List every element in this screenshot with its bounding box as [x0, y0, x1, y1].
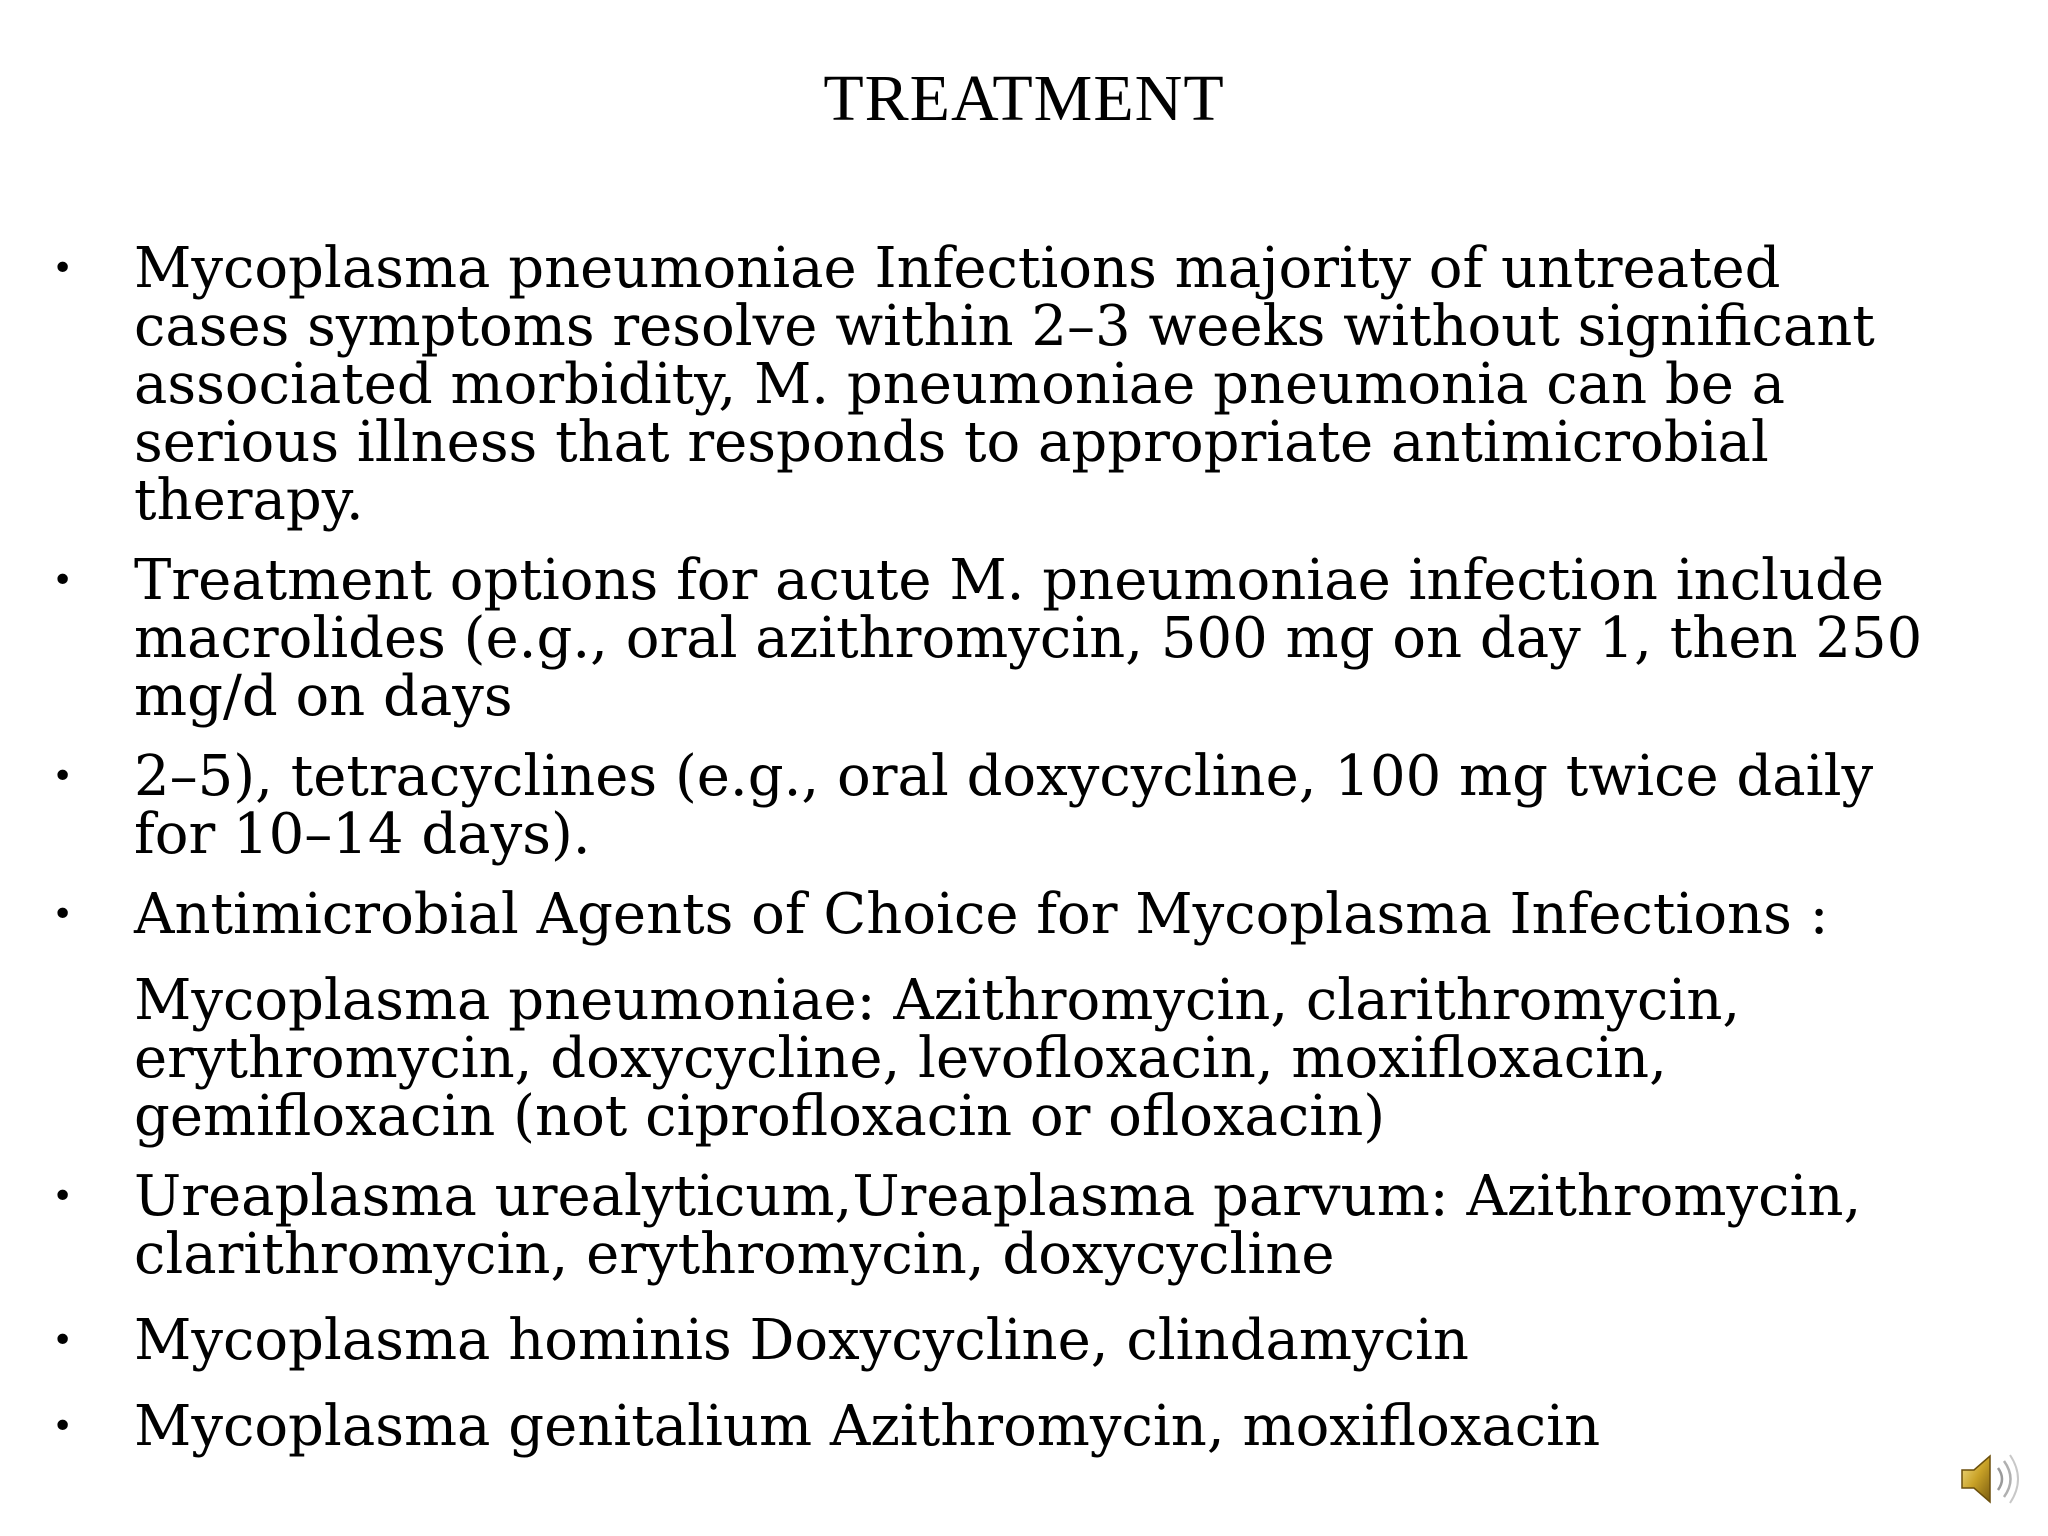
- list-item: [52, 236, 2012, 533]
- text-line: clarithromycin, erythromycin, doxycycline: [134, 1222, 1335, 1287]
- text-line: Antimicrobial Agents of Choice for Mycoplasma Infections :: [134, 882, 1829, 947]
- bullet-marker: •: [52, 1406, 74, 1447]
- text-line: 2–5), tetracyclines (e.g., oral doxycycline, 100 mg twice daily: [134, 744, 1874, 809]
- text-line: Ureaplasma urealyticum,Ureaplasma parvum: Azithromycin,: [134, 1164, 1862, 1229]
- text-line: associated morbidity, M. pneumoniae pneumonia can be a: [134, 352, 1786, 417]
- speaker-icon[interactable]: [1956, 1444, 2026, 1514]
- text-line: erythromycin, doxycycline, levofloxacin, moxifloxacin,: [134, 1026, 1667, 1091]
- bullet-marker: •: [52, 1320, 74, 1361]
- text-line: Mycoplasma pneumoniae: Azithromycin, clarithromycin,: [134, 968, 1741, 1033]
- list-item: [52, 882, 2012, 947]
- list-item: [52, 1164, 2012, 1287]
- text-line: Mycoplasma pneumoniae Infections majority of untreated: [134, 236, 1781, 301]
- list-item-continuation: [52, 968, 2012, 1149]
- bullet-marker: •: [52, 248, 74, 289]
- bullet-marker: •: [52, 560, 74, 601]
- text-line: Mycoplasma genitalium Azithromycin, moxifloxacin: [134, 1394, 1601, 1459]
- text-line: for 10–14 days).: [134, 802, 591, 867]
- text-line: macrolides (e.g., oral azithromycin, 500 mg on day 1, then 250: [134, 606, 1923, 671]
- text-line: therapy.: [134, 468, 364, 533]
- text-line: serious illness that responds to appropriate antimicrobial: [134, 410, 1769, 475]
- list-item: [52, 744, 2012, 867]
- text-line: mg/d on days: [134, 664, 513, 729]
- text-line: Mycoplasma hominis Doxycycline, clindamycin: [134, 1308, 1469, 1373]
- bullet-list: [52, 236, 2012, 1459]
- text-line: gemifloxacin (not ciprofloxacin or ofloxacin): [134, 1084, 1386, 1149]
- text-line: cases symptoms resolve within 2–3 weeks without significant: [134, 294, 1875, 359]
- list-item: [52, 1308, 2012, 1373]
- list-item: [52, 548, 2012, 729]
- text-line: Treatment options for acute M. pneumoniae infection include: [134, 548, 1885, 613]
- bullet-marker: •: [52, 1176, 74, 1217]
- bullet-marker: •: [52, 756, 74, 797]
- bullet-marker: •: [52, 894, 74, 935]
- list-item: [52, 1394, 2012, 1459]
- slide-title: TREATMENT: [823, 62, 1225, 135]
